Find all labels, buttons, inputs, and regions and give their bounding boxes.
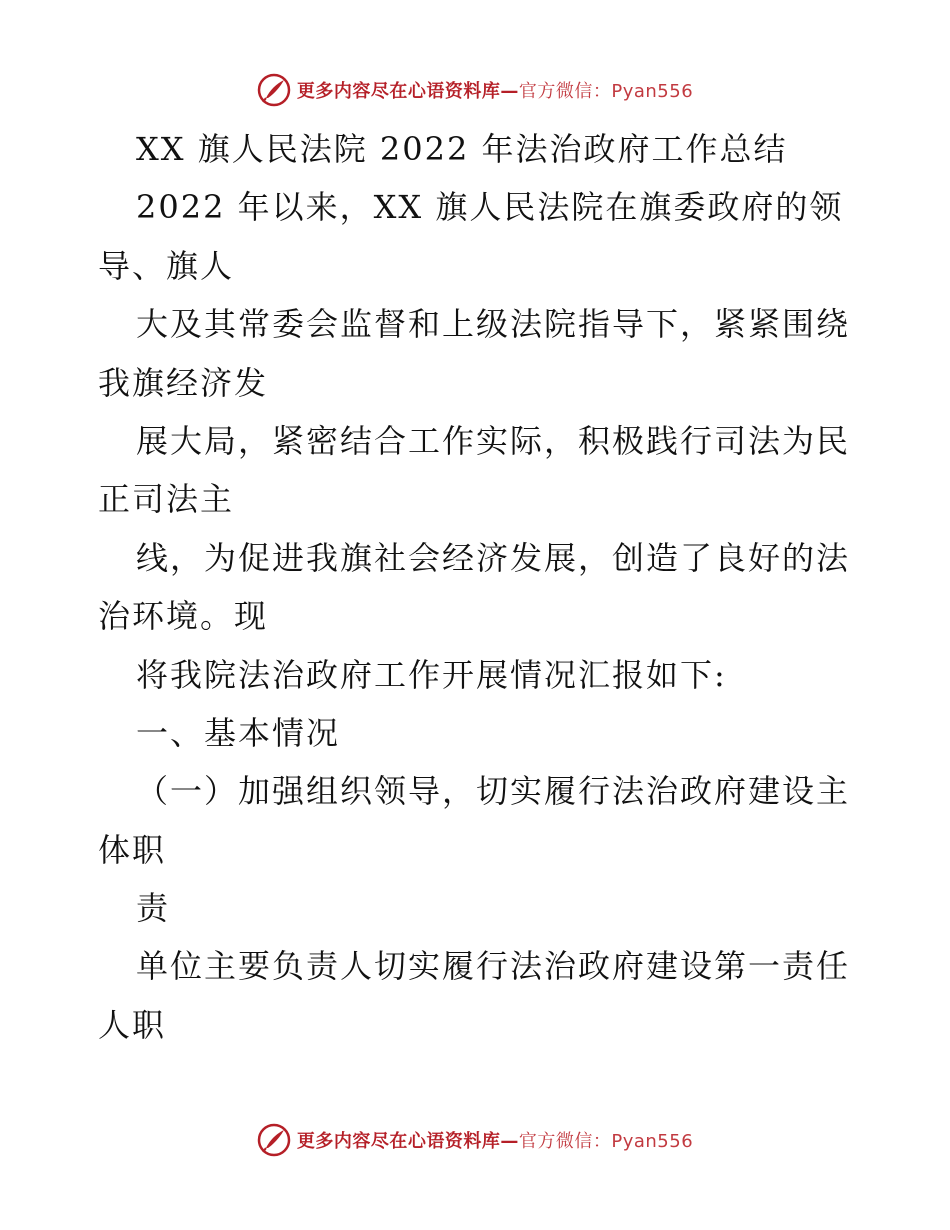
banner-text bbox=[297, 77, 693, 103]
banner-wechat-text: 官方微信：Pyan556 bbox=[518, 1131, 694, 1152]
document-line: 线，为促进我旗社会经济发展，创造了良好的法 bbox=[136, 538, 851, 577]
footer-watermark-banner bbox=[0, 1120, 950, 1160]
document-line: 人职 bbox=[98, 1005, 167, 1044]
banner-separator: — bbox=[500, 1131, 519, 1152]
document-line: 单位主要负责人切实履行法治政府建设第一责任 bbox=[136, 947, 851, 986]
document-body bbox=[98, 120, 858, 1054]
document-line: 一、基本情况 bbox=[136, 713, 341, 752]
document-line: 2022 年以来，XX 旗人民法院在旗委政府的领 bbox=[136, 188, 844, 227]
document-line: 体职 bbox=[98, 830, 167, 869]
document-line: 正司法主 bbox=[98, 480, 235, 519]
quill-pen-logo-icon bbox=[257, 73, 291, 107]
document-line: 大及其常委会监督和上级法院指导下，紧紧围绕 bbox=[136, 305, 851, 344]
document-line: 导、旗人 bbox=[98, 246, 235, 285]
document-line: 责 bbox=[136, 889, 171, 928]
banner-separator: — bbox=[500, 81, 519, 102]
document-line: 我旗经济发 bbox=[98, 363, 269, 402]
quill-pen-logo-icon bbox=[257, 1123, 291, 1157]
document-line: （一）加强组织领导，切实履行法治政府建设主 bbox=[136, 772, 851, 811]
document-line: XX 旗人民法院 2022 年法治政府工作总结 bbox=[136, 130, 788, 168]
document-line: 展大局，紧密结合工作实际，积极践行司法为民 bbox=[136, 421, 851, 460]
document-line: 将我院法治政府工作开展情况汇报如下: bbox=[136, 655, 727, 694]
banner-wechat-text: 官方微信：Pyan556 bbox=[518, 81, 694, 102]
banner-text bbox=[297, 1127, 693, 1153]
banner-main-text: 更多内容尽在心语资料库 bbox=[296, 81, 501, 102]
banner-main-text: 更多内容尽在心语资料库 bbox=[296, 1131, 501, 1152]
header-watermark-banner bbox=[0, 70, 950, 110]
document-line: 治环境。现 bbox=[98, 597, 269, 636]
